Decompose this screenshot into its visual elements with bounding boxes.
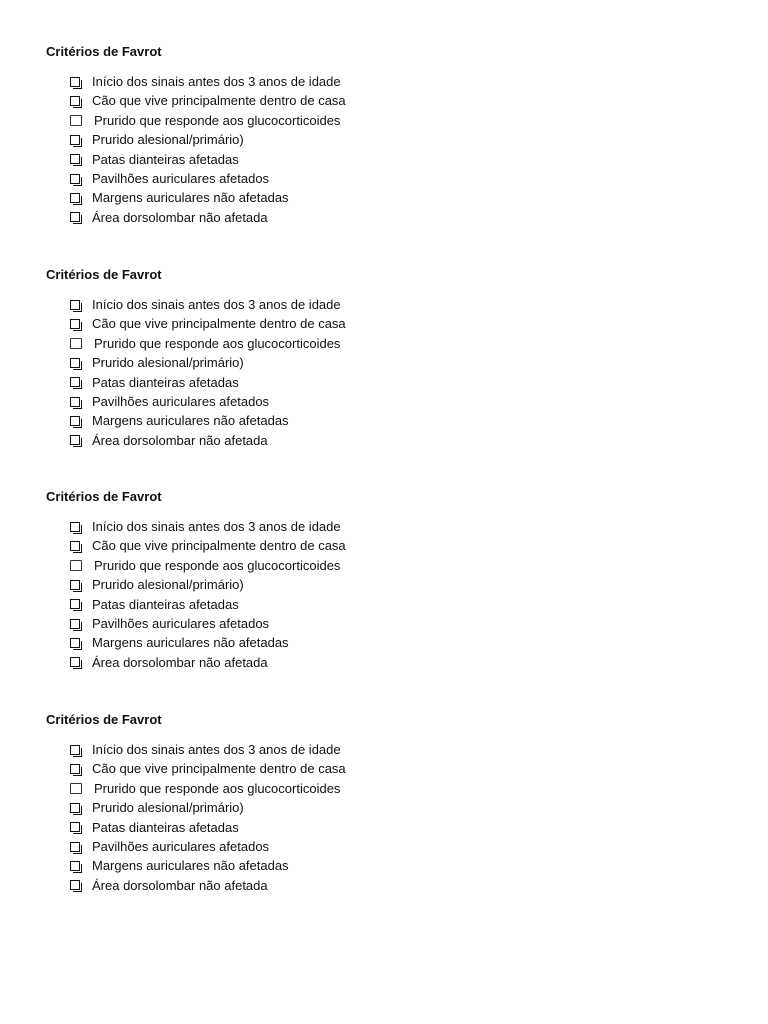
checklist-item: [70, 353, 726, 372]
checklist-item: [70, 130, 726, 149]
checklist-item: [70, 614, 726, 633]
checkbox-icon[interactable]: [70, 174, 80, 184]
checklist-item-label: Patas dianteiras afetadas: [92, 374, 239, 390]
checkbox-icon[interactable]: [70, 135, 80, 145]
favrot-criteria-section: [46, 44, 726, 227]
checklist-item-label: Margens auriculares não afetadas: [92, 190, 289, 206]
checkbox-icon[interactable]: [70, 300, 80, 310]
checkbox-icon[interactable]: [70, 212, 80, 222]
checklist-item-label: Área dorsolombar não afetada: [92, 877, 268, 893]
checklist-item-label: Pavilhões auriculares afetados: [92, 615, 270, 631]
checklist-item: [70, 798, 726, 817]
checklist-item-label: Patas dianteiras afetadas: [92, 596, 239, 612]
section-title: Critérios de Favrot: [46, 489, 162, 504]
checklist-item-label: Prurido que responde aos glucocorticoides: [94, 112, 341, 128]
checklist-item: [70, 536, 726, 555]
checklist-item: [70, 411, 726, 430]
checklist-item: [70, 208, 726, 227]
checklist-item-label: Prurido alesional/primário): [92, 800, 244, 816]
checklist-item-label: Cão que vive principalmente dentro de casa: [92, 93, 346, 109]
checkbox-icon[interactable]: [70, 541, 80, 551]
favrot-criteria-section: [46, 489, 726, 672]
checklist-item-label: Início dos sinais antes dos 3 anos de idade: [92, 297, 341, 312]
checkbox-icon[interactable]: [70, 416, 80, 426]
checklist-item: [70, 856, 726, 875]
favrot-criteria-section: [46, 267, 726, 450]
checklist-item: [70, 818, 726, 837]
checkbox-icon[interactable]: [70, 764, 80, 774]
checkbox-icon[interactable]: [70, 842, 80, 852]
checklist-item-label: Prurido alesional/primário): [92, 577, 244, 593]
checklist-item-label: Patas dianteiras afetadas: [92, 819, 239, 835]
criteria-checklist: [46, 295, 726, 450]
checklist-item-label: Prurido alesional/primário): [92, 355, 244, 371]
checklist-item: [70, 111, 726, 130]
checkbox-icon[interactable]: [70, 803, 80, 813]
checkbox-icon[interactable]: [70, 377, 80, 387]
checklist-item: [70, 314, 726, 333]
checklist-item: [70, 779, 726, 798]
checkbox-icon[interactable]: [70, 599, 80, 609]
checklist-item-label: Prurido que responde aos glucocorticoides: [94, 780, 341, 796]
checklist-item-label: Área dorsolombar não afetada: [92, 432, 268, 448]
criteria-checklist: [46, 517, 726, 672]
checklist-item: [70, 876, 726, 895]
checklist-item-label: Cão que vive principalmente dentro de casa: [92, 538, 346, 554]
checklist-item-label: Início dos sinais antes dos 3 anos de idade: [92, 742, 341, 757]
checkbox-icon[interactable]: [70, 822, 80, 832]
checklist-item-label: Margens auriculares não afetadas: [92, 413, 289, 429]
checkbox-icon[interactable]: [70, 435, 80, 445]
checklist-item-label: Margens auriculares não afetadas: [92, 635, 289, 651]
checkbox-icon[interactable]: [70, 580, 80, 590]
checkbox-icon[interactable]: [70, 77, 80, 87]
checkbox-icon[interactable]: [70, 783, 82, 794]
checkbox-icon[interactable]: [70, 560, 82, 571]
checklist-item: [70, 392, 726, 411]
checklist-item-label: Prurido que responde aos glucocorticoides: [94, 335, 341, 351]
checklist-item: [70, 150, 726, 169]
checklist-item: [70, 334, 726, 353]
checklist-item-label: Pavilhões auriculares afetados: [92, 393, 270, 409]
checklist-item: [70, 633, 726, 652]
checkbox-icon[interactable]: [70, 338, 82, 349]
section-title: Critérios de Favrot: [46, 712, 162, 727]
checkbox-icon[interactable]: [70, 397, 80, 407]
checklist-item-label: Início dos sinais antes dos 3 anos de idade: [92, 74, 341, 89]
checklist-item-label: Margens auriculares não afetadas: [92, 858, 289, 874]
checkbox-icon[interactable]: [70, 657, 80, 667]
checklist-item: [70, 188, 726, 207]
checkbox-icon[interactable]: [70, 638, 80, 648]
checklist-item-label: Pavilhões auriculares afetados: [92, 170, 270, 186]
checklist-item: [70, 91, 726, 110]
checkbox-icon[interactable]: [70, 619, 80, 629]
checklist-item-label: Início dos sinais antes dos 3 anos de idade: [92, 519, 341, 534]
checklist-item-label: Cão que vive principalmente dentro de casa: [92, 316, 346, 332]
favrot-criteria-section: [46, 712, 726, 895]
checklist-item: [70, 740, 726, 759]
checkbox-icon[interactable]: [70, 745, 80, 755]
checkbox-icon[interactable]: [70, 880, 80, 890]
checkbox-icon[interactable]: [70, 154, 80, 164]
section-title: Critérios de Favrot: [46, 44, 162, 59]
checklist-item: [70, 556, 726, 575]
checklist-item-label: Patas dianteiras afetadas: [92, 151, 239, 167]
checklist-item: [70, 759, 726, 778]
checklist-item: [70, 837, 726, 856]
checkbox-icon[interactable]: [70, 193, 80, 203]
criteria-checklist: [46, 72, 726, 227]
checklist-item-label: Pavilhões auriculares afetados: [92, 838, 270, 854]
checkbox-icon[interactable]: [70, 358, 80, 368]
checklist-item: [70, 595, 726, 614]
checkbox-icon[interactable]: [70, 861, 80, 871]
checklist-item-label: Prurido que responde aos glucocorticoides: [94, 557, 341, 573]
checklist-item-label: Prurido alesional/primário): [92, 132, 244, 148]
checkbox-icon[interactable]: [70, 522, 80, 532]
checklist-item-label: Área dorsolombar não afetada: [92, 209, 268, 225]
checklist-item: [70, 295, 726, 314]
checkbox-icon[interactable]: [70, 96, 80, 106]
criteria-checklist: [46, 740, 726, 895]
checkbox-icon[interactable]: [70, 115, 82, 126]
checklist-item-label: Cão que vive principalmente dentro de casa: [92, 761, 346, 777]
checkbox-icon[interactable]: [70, 319, 80, 329]
checklist-item: [70, 72, 726, 91]
checklist-item-label: Área dorsolombar não afetada: [92, 654, 268, 670]
checklist-item: [70, 169, 726, 188]
checklist-item: [70, 517, 726, 536]
checklist-item: [70, 575, 726, 594]
checklist-item: [70, 373, 726, 392]
checklist-item: [70, 653, 726, 672]
checklist-item: [70, 431, 726, 450]
section-title: Critérios de Favrot: [46, 267, 162, 282]
